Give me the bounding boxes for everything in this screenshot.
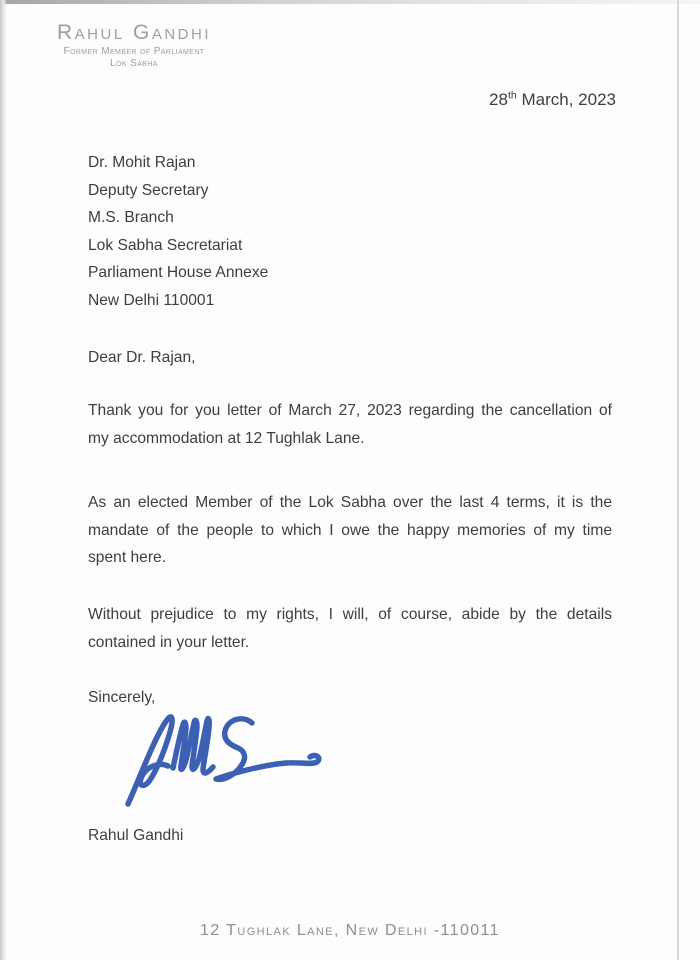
letterhead-org: Lok Sabha (110, 58, 158, 69)
scan-edge-left (0, 0, 7, 960)
recipient-address-block (88, 149, 612, 314)
paragraph-line: mandate of the people to which I owe the happy memories of my time (88, 521, 612, 539)
scan-edge-right (677, 0, 679, 960)
date-month-year: March, 2023 (516, 90, 616, 109)
letterhead-subtitle: Former Member of Parliament (63, 46, 205, 57)
closing: Sincerely, (88, 689, 156, 706)
paragraph-line: Thank you for you letter of March 27, 2023 regarding the cancellation of (88, 402, 612, 419)
footer-address: 12 Tughlak Lane, New Delhi -110011 (200, 922, 500, 939)
paragraph-line: As an elected Member of the Lok Sabha over the last 4 terms, it is the (88, 494, 612, 511)
paragraph-line: spent here. (88, 549, 167, 566)
date-ordinal-suffix: th (507, 89, 517, 102)
recipient-city: New Delhi 110001 (88, 291, 215, 309)
salutation: Dear Dr. Rajan, (88, 349, 196, 366)
letterhead (50, 20, 218, 69)
signature-handwriting (116, 710, 331, 815)
recipient-branch: M.S. Branch (88, 209, 174, 226)
letterhead-name: Rahul Gandhi (56, 21, 212, 44)
paragraph-3 (88, 601, 612, 656)
signature-ink-strokes (116, 710, 331, 815)
paragraph-line: my accommodation at 12 Tughlak Lane. (88, 429, 365, 447)
recipient-name: Dr. Mohit Rajan (88, 154, 196, 171)
recipient-org: Lok Sabha Secretariat (88, 236, 243, 254)
signature-stroke (128, 717, 172, 804)
date-day: 28 (489, 90, 508, 109)
recipient-title: Deputy Secretary (88, 181, 209, 199)
paragraph-2 (88, 489, 612, 572)
signature-stroke (216, 719, 319, 780)
signature-stroke (173, 719, 213, 773)
scan-edge-top (0, 0, 700, 4)
paragraph-line: contained in your letter. (88, 633, 250, 651)
paragraph-line: Without prejudice to my rights, I will, of course, abide by the details (88, 606, 612, 623)
paragraph-1 (88, 397, 612, 452)
letter-date (489, 88, 616, 112)
signer-name: Rahul Gandhi (88, 827, 184, 844)
recipient-building: Parliament House Annexe (88, 264, 269, 281)
